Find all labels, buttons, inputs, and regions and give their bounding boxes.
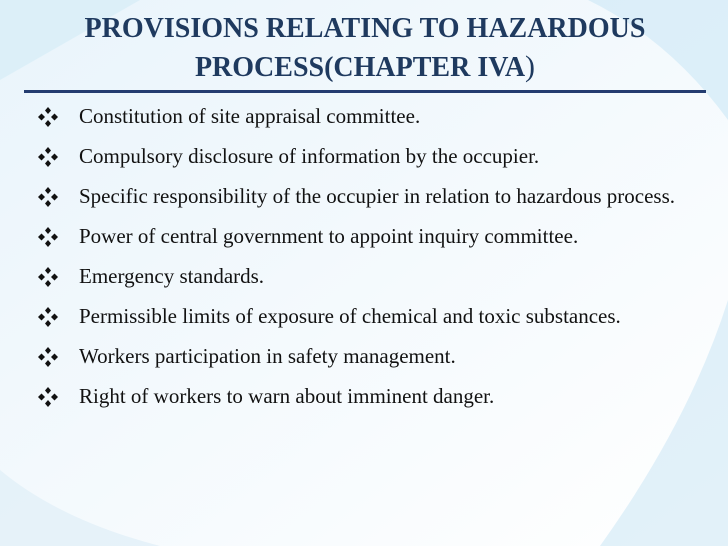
bullet-text: Emergency standards. [79, 264, 265, 288]
diamond-quad-bullet-icon [37, 387, 59, 407]
bullet-text: Compulsory disclosure of information by the occupier. [79, 144, 540, 168]
bullet-item [34, 103, 714, 129]
title-closing-paren: ) [525, 50, 536, 83]
diamond-quad-bullet-icon [37, 267, 59, 287]
bullet-item [34, 223, 714, 249]
bullet-text: Permissible limits of exposure of chemical and toxic substances. [79, 304, 621, 328]
bullet-text: Right of workers to warn about imminent danger. [79, 384, 495, 408]
diamond-quad-bullet-icon [37, 307, 59, 327]
title-line-2: PROCESS(CHAPTER IVA [194, 52, 526, 83]
bullet-list [34, 103, 714, 423]
diamond-quad-bullet-icon [37, 107, 59, 127]
diamond-quad-bullet-icon [37, 227, 59, 247]
title-divider [24, 90, 706, 93]
title-line-1: PROVISIONS RELATING TO HAZARDOUS [84, 13, 646, 44]
bullet-item [34, 383, 714, 409]
bullet-item [34, 343, 714, 369]
bullet-text: Workers participation in safety management. [79, 344, 456, 368]
bullet-item [34, 183, 714, 209]
diamond-quad-bullet-icon [37, 347, 59, 367]
bullet-text: Specific responsibility of the occupier in relation to hazardous process. [79, 184, 675, 208]
diamond-quad-bullet-icon [37, 147, 59, 167]
slide-title [20, 10, 710, 87]
bullet-item [34, 143, 714, 169]
bullet-text: Power of central government to appoint inquiry committee. [79, 224, 579, 248]
bullet-item [34, 263, 714, 289]
bullet-item [34, 303, 714, 329]
diamond-quad-bullet-icon [37, 187, 59, 207]
bullet-text: Constitution of site appraisal committee. [79, 104, 421, 128]
